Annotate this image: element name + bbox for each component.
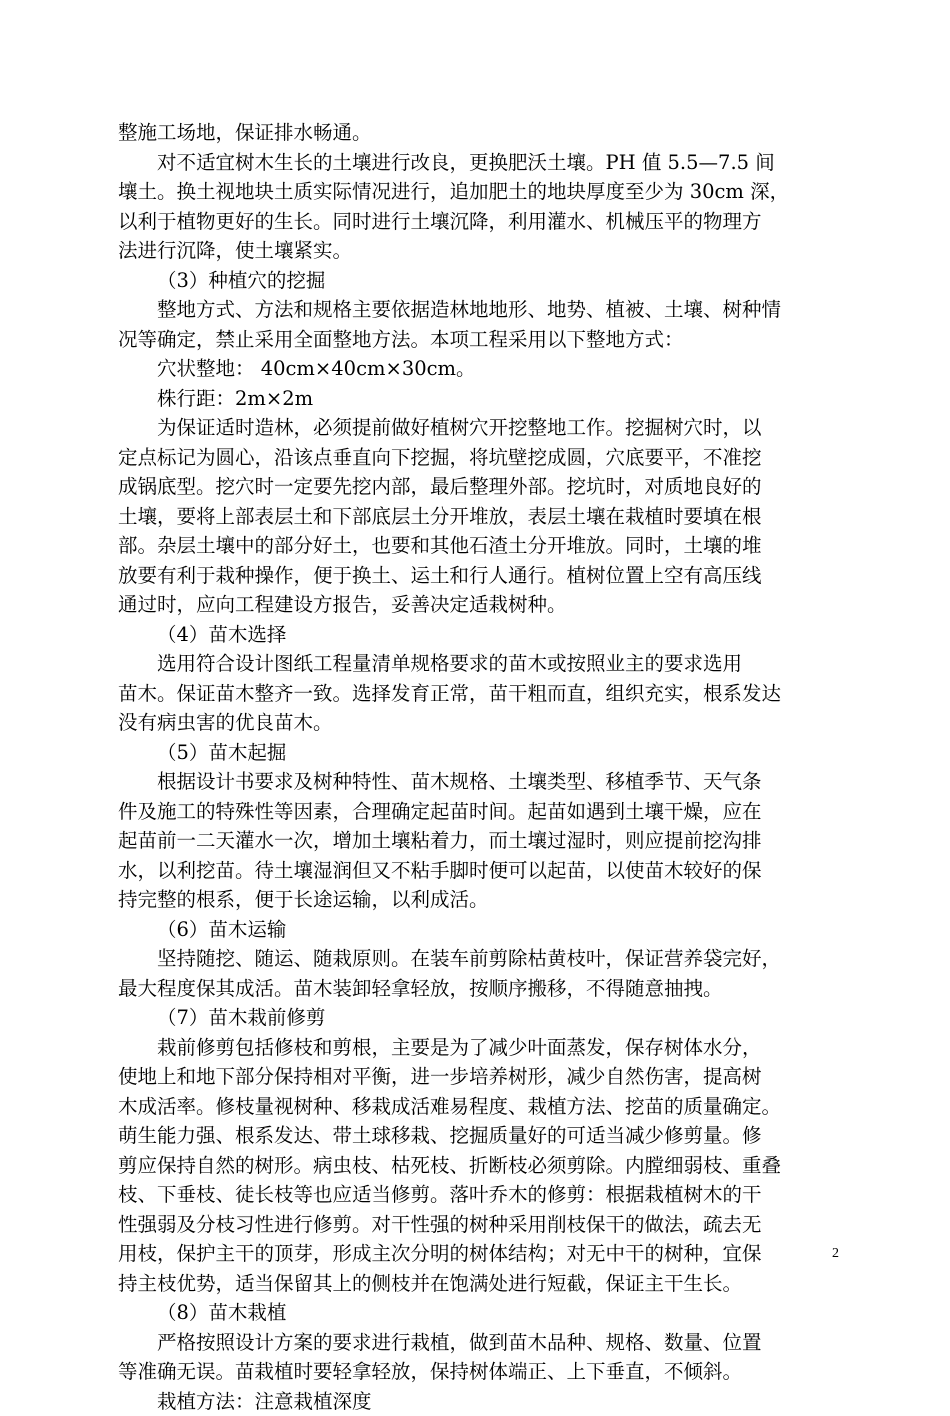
text-line: 等准确无误。苗栽植时要轻拿轻放，保持树体端正、上下垂直，不倾斜。: [118, 1357, 838, 1387]
text-line: 枝、下垂枝、徒长枝等也应适当修剪。落叶乔木的修剪：根据栽植树木的干: [118, 1180, 838, 1210]
text-line: （5）苗木起掘: [118, 738, 838, 768]
text-line: 壤土。换土视地块土质实际情况进行，追加肥土的地块厚度至少为 30cm 深，: [118, 177, 838, 207]
text-line: （3）种植穴的挖掘: [118, 266, 838, 296]
document-body: [118, 118, 838, 1416]
text-line: （4）苗木选择: [118, 620, 838, 650]
text-line: 根据设计书要求及树种特性、苗木规格、土壤类型、移植季节、天气条: [118, 767, 838, 797]
text-line: 以利于植物更好的生长。同时进行土壤沉降，利用灌水、机械压平的物理方: [118, 207, 838, 237]
text-line: 萌生能力强、根系发达、带土球移栽、挖掘质量好的可适当减少修剪量。修: [118, 1121, 838, 1151]
text-line: 性强弱及分枝习性进行修剪。对干性强的树种采用削枝保干的做法，疏去无: [118, 1210, 838, 1240]
text-line: 整地方式、方法和规格主要依据造林地地形、地势、植被、土壤、树种情: [118, 295, 838, 325]
text-line: （6）苗木运输: [118, 915, 838, 945]
text-line: 法进行沉降，使土壤紧实。: [118, 236, 838, 266]
text-line: 木成活率。修枝量视树种、移栽成活难易程度、栽植方法、挖苗的质量确定。: [118, 1092, 838, 1122]
text-line: 持完整的根系，便于长途运输，以利成活。: [118, 885, 838, 915]
text-line: 土壤，要将上部表层土和下部底层土分开堆放，表层土壤在栽植时要填在根: [118, 502, 838, 532]
text-line: 苗木。保证苗木整齐一致。选择发育正常，苗干粗而直，组织充实，根系发达: [118, 679, 838, 709]
text-line: 栽植方法：注意栽植深度: [118, 1387, 838, 1416]
text-line: 件及施工的特殊性等因素，合理确定起苗时间。起苗如遇到土壤干燥，应在: [118, 797, 838, 827]
text-line: 成锅底型。挖穴时一定要先挖内部，最后整理外部。挖坑时，对质地良好的: [118, 472, 838, 502]
text-line: 没有病虫害的优良苗木。: [118, 708, 838, 738]
text-line: 选用符合设计图纸工程量清单规格要求的苗木或按照业主的要求选用: [118, 649, 838, 679]
text-line: 使地上和地下部分保持相对平衡，进一步培养树形，减少自然伤害，提高树: [118, 1062, 838, 1092]
text-line: 栽前修剪包括修枝和剪根，主要是为了减少叶面蒸发，保存树体水分，: [118, 1033, 838, 1063]
text-line: 部。杂层土壤中的部分好土，也要和其他石渣土分开堆放。同时，土壤的堆: [118, 531, 838, 561]
text-line: 最大程度保其成活。苗木装卸轻拿轻放，按顺序搬移，不得随意抽拽。: [118, 974, 838, 1004]
text-line: 况等确定，禁止采用全面整地方法。本项工程采用以下整地方式：: [118, 325, 838, 355]
text-line: 放要有利于栽种操作，便于换土、运土和行人通行。植树位置上空有高压线: [118, 561, 838, 591]
text-line: 定点标记为圆心，沿该点垂直向下挖掘，将坑壁挖成圆，穴底要平，不准挖: [118, 443, 838, 473]
text-line: 起苗前一二天灌水一次，增加土壤粘着力，而土壤过湿时，则应提前挖沟排: [118, 826, 838, 856]
text-line: 对不适宜树木生长的土壤进行改良，更换肥沃土壤。PH 值 5.5—7.5 间: [118, 148, 838, 178]
text-line: 为保证适时造林，必须提前做好植树穴开挖整地工作。挖掘树穴时，以: [118, 413, 838, 443]
text-line: 持主枝优势，适当保留其上的侧枝并在饱满处进行短截，保证主干生长。: [118, 1269, 838, 1299]
text-line: （7）苗木栽前修剪: [118, 1003, 838, 1033]
text-line: 坚持随挖、随运、随栽原则。在装车前剪除枯黄枝叶，保证营养袋完好，: [118, 944, 838, 974]
text-line: 剪应保持自然的树形。病虫枝、枯死枝、折断枝必须剪除。内膛细弱枝、重叠: [118, 1151, 838, 1181]
text-line: 水，以利挖苗。待土壤湿润但又不粘手脚时便可以起苗，以使苗木较好的保: [118, 856, 838, 886]
page-number: 2: [832, 1246, 839, 1262]
text-line: 整施工场地，保证排水畅通。: [118, 118, 838, 148]
text-line: 严格按照设计方案的要求进行栽植，做到苗木品种、规格、数量、位置: [118, 1328, 838, 1358]
text-line: 通过时，应向工程建设方报告，妥善决定适栽树种。: [118, 590, 838, 620]
text-line: （8）苗木栽植: [118, 1298, 838, 1328]
text-line: 株行距：2m×2m: [118, 384, 838, 414]
text-line: 穴状整地： 40cm×40cm×30cm。: [118, 354, 838, 384]
text-line: 用枝，保护主干的顶芽，形成主次分明的树体结构；对无中干的树种，宜保: [118, 1239, 838, 1269]
